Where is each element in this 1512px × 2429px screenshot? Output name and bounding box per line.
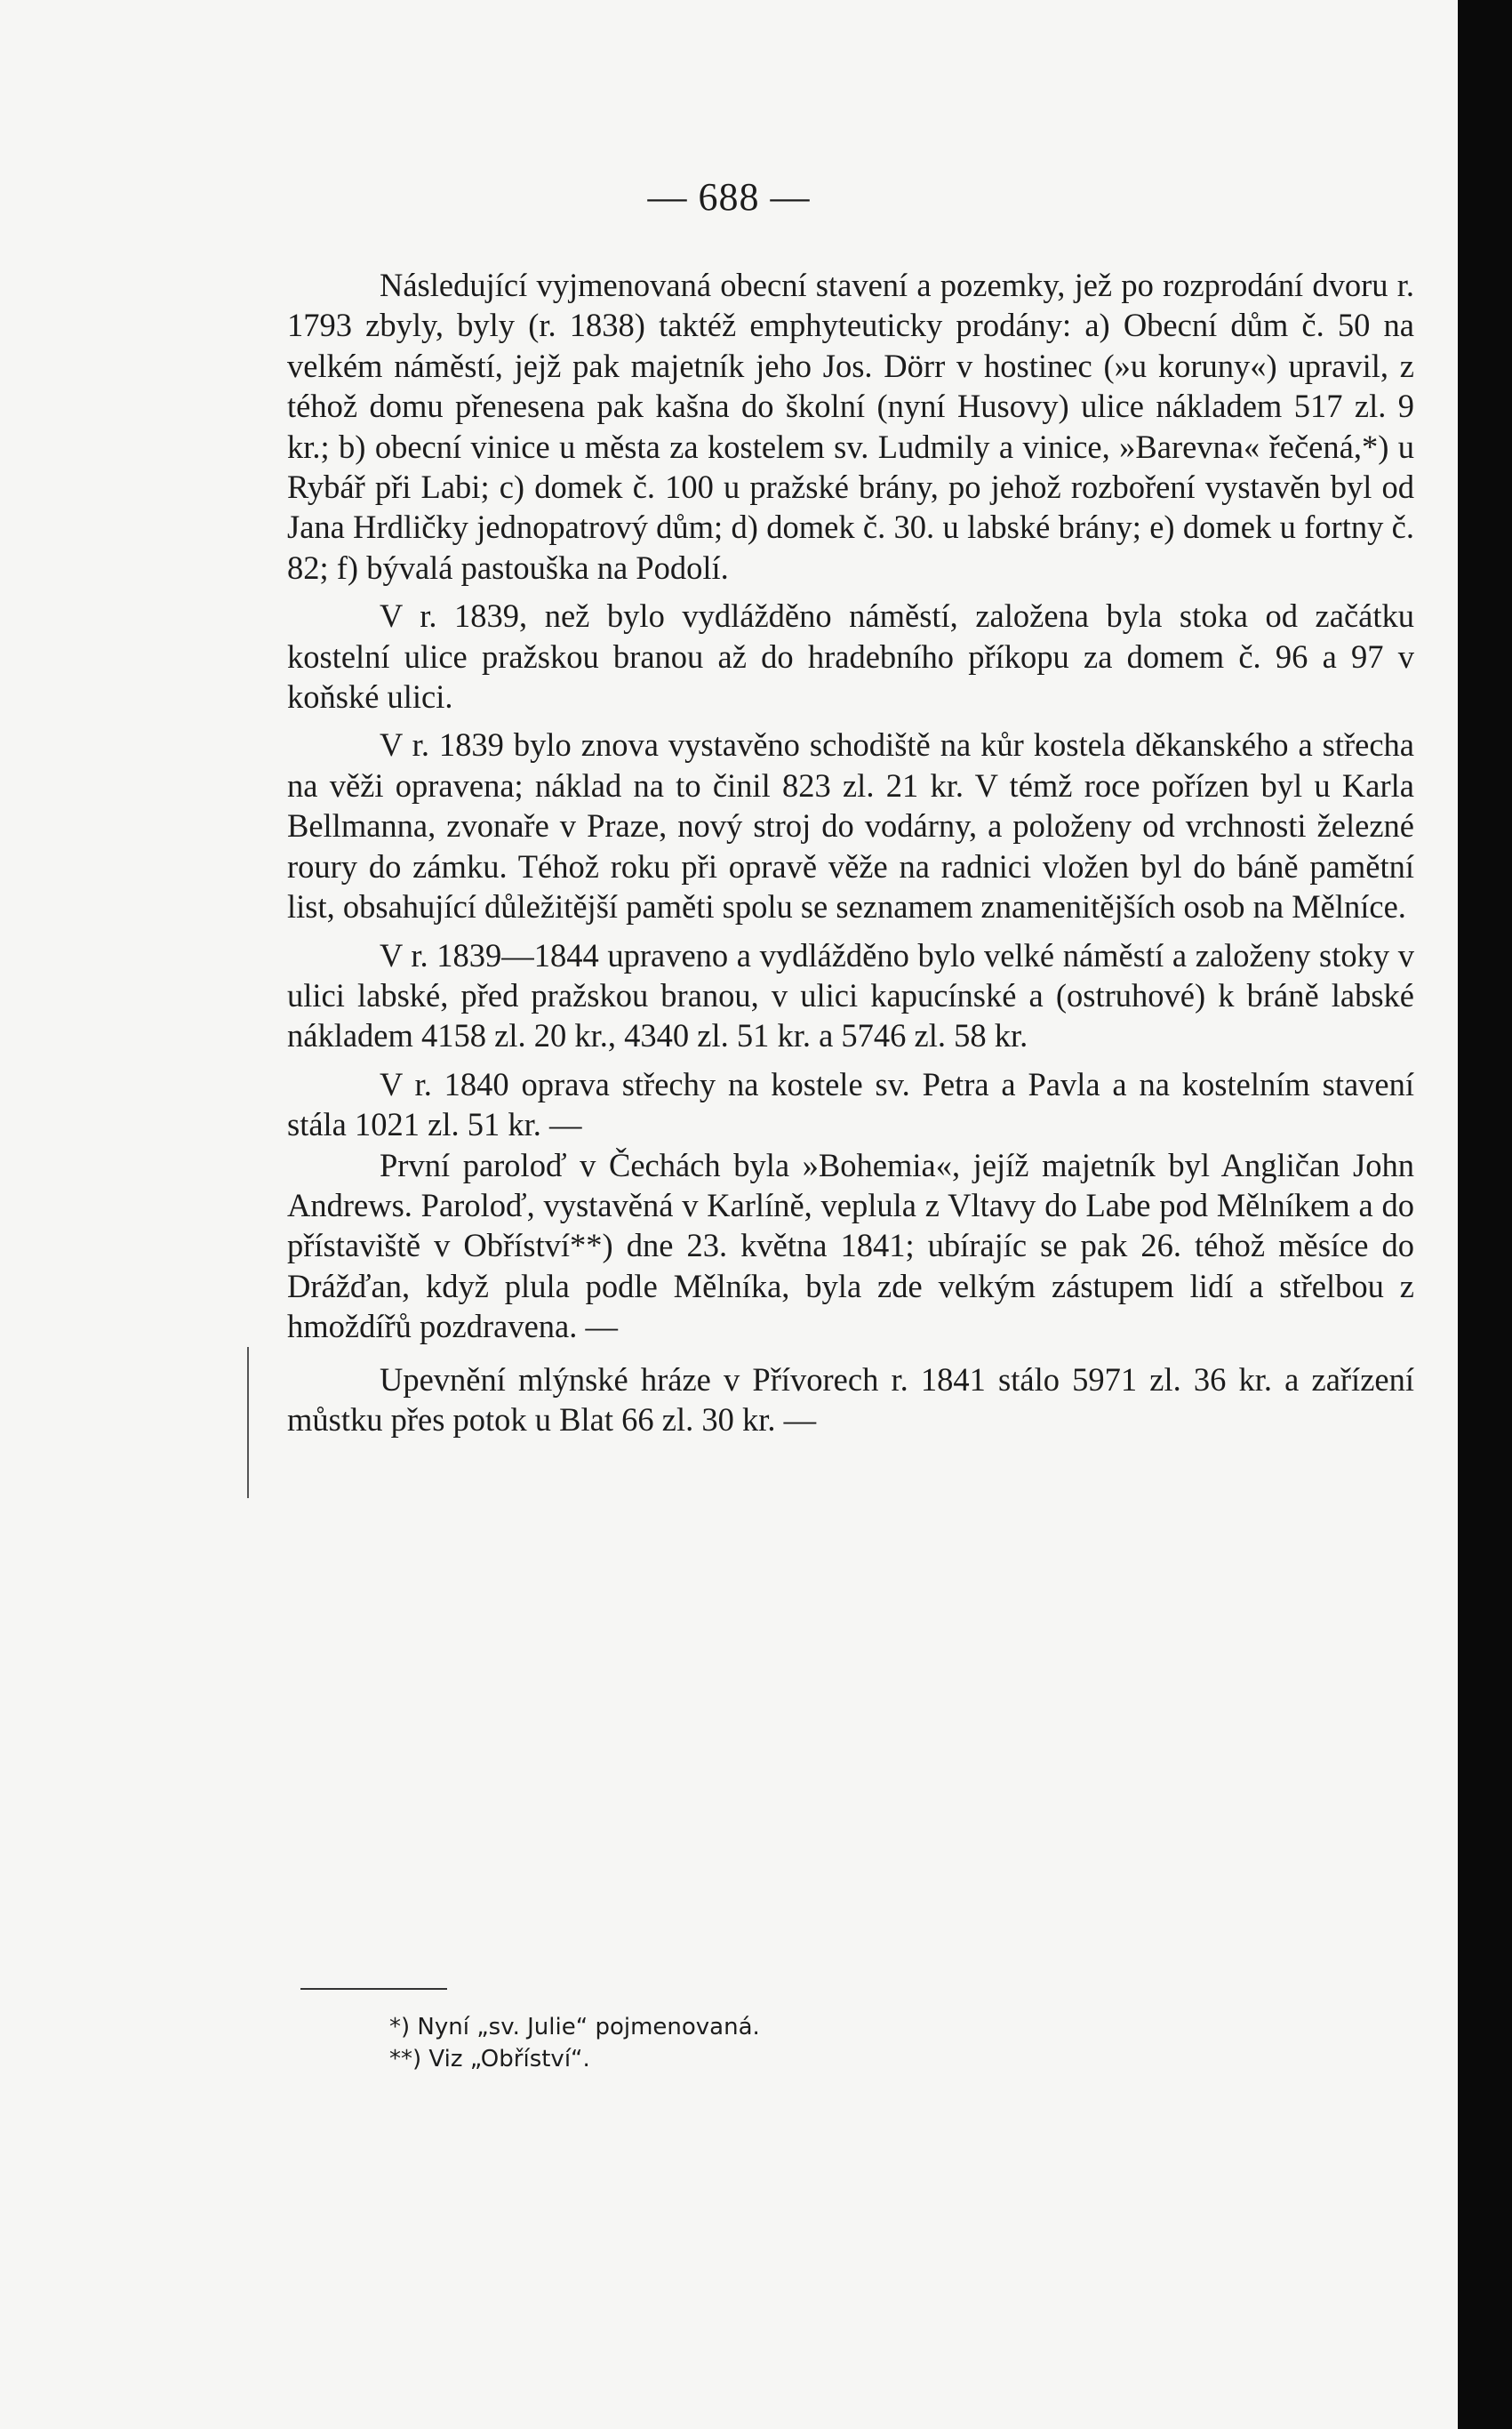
paragraph-2: V r. 1839, než bylo vydlážděno náměstí, založena byla stoka od začátku kostelní ulice pražskou branou až do hradebního příkopu za domem č. 96 a 97 v koňské ulici. bbox=[287, 597, 1414, 716]
paragraph-1: Následující vyjmenovaná obecní stavení a pozemky, jež po rozprodání dvoru r. 1793 zbyly, byly (r. 1838) taktéž emphyteuticky prodány: a) Obecní dům č. 50 na velkém náměstí, jejž pak majetník jeho Jos. Dörr v hostinec (»u koruny«) upravil, z téhož domu přenesena pak kašna do školní (nyní Husovy) ulice nákladem 517 zl. 9 kr.; b) obecní vinice u města za kostelem sv. Ludmily a vinice, »Barevna« řečená,*) u Rybář při Labi; c) domek č. 100 u pražské brány, po jehož rozboření vystavěn byl od Jana Hrdličky jednopatrový dům; d) domek č. 30. u labské brány; e) domek u fortny č. 82; f) bývalá pastouška na Podolí. bbox=[287, 267, 1414, 586]
footnotes bbox=[389, 2011, 760, 2075]
footnote-2: **) Viz „Obříství“. bbox=[389, 2046, 590, 2072]
paragraph-3: V r. 1839 bylo znova vystavěno schodiště na kůr kostela děkanského a střecha na věži opravena; náklad na to činil 823 zl. 21 kr. V témž roce pořízen byl u Karla Bellmanna, zvonaře v Praze, nový stroj do vodárny, a položeny od vrchnosti železné roury do zámku. Téhož roku při opravě věže na radnici vložen byl do báně pamětní list, obsahující důležitější paměti spolu se seznamem znamenitějších osob na Mělníce. bbox=[287, 726, 1414, 926]
body-text bbox=[287, 265, 1414, 1439]
paragraph-6: První paroloď v Čechách byla »Bohemia«, jejíž majetník byl Angličan John Andrews. Paroloď, vystavěná v Karlíně, veplula z Vltavy do Labe pod Mělníkem a do přístaviště v Obříství**) dne 23. května 1841; ubírajíc se pak 26. téhož měsíce do Drážďan, když plula podle Mělníka, byla zde velkým zástupem lidí a střelbou z hmoždířů pozdravena. — bbox=[287, 1146, 1414, 1345]
footnote-divider bbox=[300, 1988, 447, 1990]
page-number: — 688 — bbox=[647, 175, 811, 219]
paragraph-7: Upevnění mlýnské hráze v Přívorech r. 1841 stálo 5971 zl. 36 kr. a zařízení můstku přes potok u Blat 66 zl. 30 kr. — bbox=[287, 1360, 1414, 1438]
paragraph-4: V r. 1839—1844 upraveno a vydlážděno bylo velké náměstí a založeny stoky v ulici labské, před pražskou branou, v ulici kapucínské a (ostruhové) k bráně labské nákladem 4158 zl. 20 kr., 4340 zl. 51 kr. a 5746 zl. 58 kr. bbox=[287, 936, 1414, 1054]
margin-pencil-mark bbox=[247, 1347, 261, 1498]
paragraph-5: V r. 1840 oprava střechy na kostele sv. Petra a Pavla a na kostelním stavení stála 1021 zl. 51 kr. — bbox=[287, 1065, 1414, 1143]
footnote-1: *) Nyní „sv. Julie“ pojmenovaná. bbox=[389, 2014, 760, 2040]
scan-border bbox=[1458, 0, 1512, 2429]
